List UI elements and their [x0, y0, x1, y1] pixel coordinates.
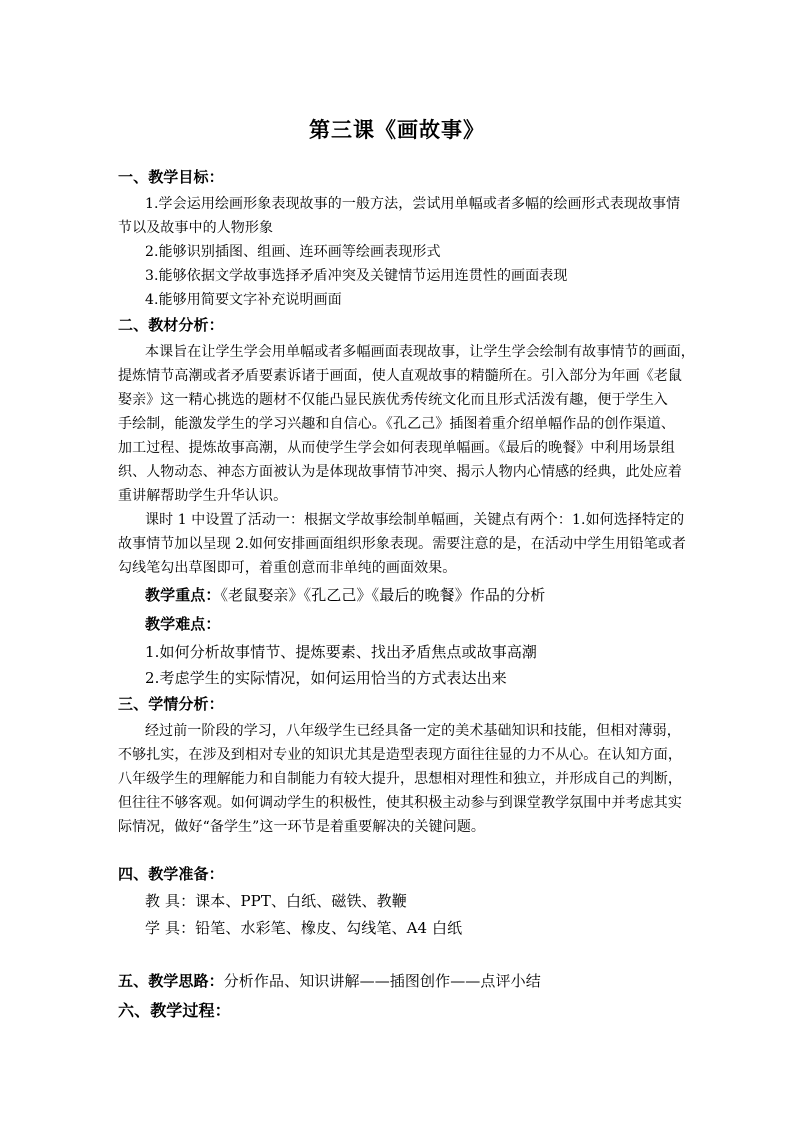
material-line: 手绘制，能激发学生的学习兴趣和自信心。《孔乙己》插图着重介绍单幅作品的创作渠道、 — [118, 416, 675, 432]
key-points-text: 《老鼠娶亲》《孔乙己》《最后的晚餐》作品的分析 — [220, 586, 546, 604]
objective-line: 节以及故事中的人物形象 — [118, 220, 274, 236]
objective-line: 1.学会运用绘画形象表现故事的一般方法，尝试用单幅或者多幅的绘画形式表现故事情 — [145, 196, 681, 212]
section-heading-process: 六、教学过程： — [118, 1001, 231, 1020]
section-heading-preparation: 四、教学准备： — [118, 865, 224, 883]
students-line: 际情况，做好“备学生”这一环节是着重要解决的关键问题。 — [118, 819, 486, 835]
student-tools: 学 具：铅笔、水彩笔、橡皮、勾线笔、A4 白纸 — [145, 919, 463, 937]
material-line: 加工过程、提炼故事高潮，从而使学生学会如何表现单幅画。《最后的晚餐》中利用场景组 — [118, 440, 675, 456]
students-line: 经过前一阶段的学习，八年级学生已经具备一定的美术基础知识和技能，但相对薄弱， — [145, 723, 681, 739]
teaching-approach — [118, 970, 678, 992]
material-line: 娶亲》这一精心挑选的题材不仅能凸显民族优秀传统文化而且形式活泼有趣，便于学生入 — [118, 392, 668, 408]
objective-line: 4.能够用简要文字补充说明画面 — [145, 292, 342, 308]
material-line: 故事情节加以呈现 2.如何安排画面组织形象表现。需要注意的是，在活动中学生用铅笔或者 — [118, 536, 687, 552]
material-line: 本课旨在让学生学会用单幅或者多幅画面表现故事，让学生学会绘制有故事情节的画面， — [145, 344, 695, 360]
students-line: 但往往不够客观。如何调动学生的积极性，使其积极主动参与到课堂教学氛围中并考虑其实 — [118, 795, 682, 811]
page-title: 第三课《画故事》 — [309, 117, 485, 142]
material-line: 提炼情节高潮或者矛盾要素诉诸于画面，使人直观故事的精髓所在。引入部分为年画《老鼠 — [118, 368, 682, 384]
section-heading-students: 三、学情分析： — [118, 695, 224, 713]
material-line: 课时 1 中设置了活动一：根据文学故事绘制单幅画，关键点有两个：1.如何选择特定的 — [145, 512, 685, 528]
material-line: 勾线笔勾出草图即可，着重创意而非单纯的画面效果。 — [118, 560, 457, 576]
difficulty-item: 2.考虑学生的实际情况，如何运用恰当的方式表达出来 — [145, 669, 507, 687]
students-line: 不够扎实，在涉及到相对专业的知识尤其是造型表现方面往往显的力不从心。在认知方面， — [118, 747, 682, 763]
difficulty-label: 教学难点： — [145, 615, 221, 633]
approach-text: 分析作品、知识讲解——插图创作——点评小结 — [223, 972, 541, 990]
objective-line: 2.能够识别插图、组画、连环画等绘画表现形式 — [145, 244, 441, 260]
section-heading-objectives: 一、教学目标： — [118, 168, 224, 186]
key-points — [145, 584, 705, 606]
objective-line: 3.能够依据文学故事选择矛盾冲突及关键情节运用连贯性的画面表现 — [145, 268, 568, 284]
difficulty-item: 1.如何分析故事情节、提炼要素、找出矛盾焦点或故事高潮 — [145, 643, 538, 661]
section-heading-material: 二、教材分析： — [118, 316, 224, 334]
section-heading-approach: 五、教学思路： — [118, 972, 224, 990]
material-line: 重讲解帮助学生升华认识。 — [118, 488, 288, 504]
students-line: 八年级学生的理解能力和自制能力有较大提升，思想相对理性和独立，并形成自己的判断， — [118, 771, 682, 787]
key-points-label: 教学重点： — [145, 586, 221, 604]
teacher-tools: 教 具：课本、PPT、白纸、磁铁、教鞭 — [145, 892, 407, 910]
material-line: 织、人物动态、神态方面被认为是体现故事情节冲突、揭示人物内心情感的经典，此处应着 — [118, 464, 682, 480]
